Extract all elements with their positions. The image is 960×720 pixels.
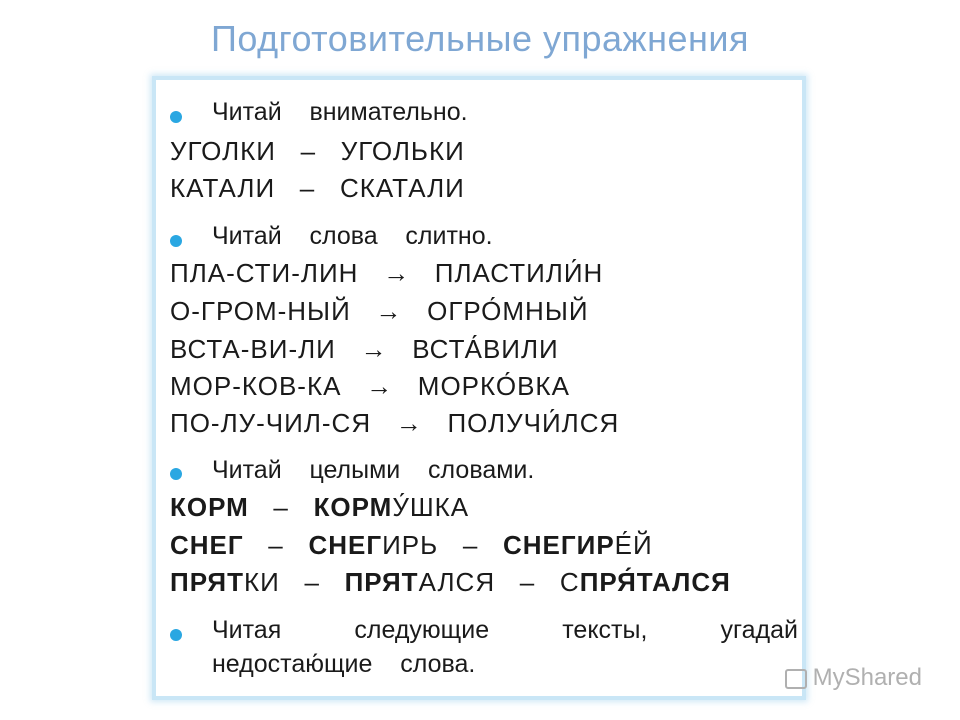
word-line: МОР-КОВ-КА → МОРКО́ВКА — [170, 371, 570, 401]
word-line: О-ГРОМ-НЫЙ → ОГРО́МНЫЙ — [170, 296, 589, 326]
page-title: Подготовительные упражнения — [211, 18, 749, 59]
bullet-icon — [170, 468, 182, 480]
word-line: КАТАЛИ – СКАТАЛИ — [170, 173, 465, 203]
word-line: СНЕГ – СНЕГИРЬ – СНЕГИРЕ́Й — [170, 530, 653, 560]
instruction-1: Читай внимательно. — [212, 98, 468, 126]
myshared-logo-icon — [785, 669, 807, 689]
bullet-icon — [170, 629, 182, 641]
bullet-icon — [170, 111, 182, 123]
word-line: ВСТА-ВИ-ЛИ → ВСТА́ВИЛИ — [170, 334, 559, 364]
word-line: УГОЛКИ – УГОЛЬКИ — [170, 136, 465, 166]
bullet-icon — [170, 235, 182, 247]
instruction-4: Читая следующие тексты, угадай — [212, 616, 798, 644]
word-line: ПО-ЛУ-ЧИЛ-СЯ → ПОЛУЧИ́ЛСЯ — [170, 408, 620, 438]
word-line: ПРЯТКИ – ПРЯТАЛСЯ – СПРЯ́ТАЛСЯ — [170, 567, 731, 597]
word-line: КОРМ – КОРМУ́ШКА — [170, 492, 470, 522]
watermark: MyShared — [785, 664, 922, 692]
instruction-4-cont: недостаю́щие слова. — [212, 650, 476, 678]
instruction-3: Читай целыми словами. — [212, 456, 535, 484]
word-line: ПЛА-СТИ-ЛИН → ПЛАСТИЛИ́Н — [170, 258, 604, 288]
instruction-2: Читай слова слитно. — [212, 222, 493, 250]
